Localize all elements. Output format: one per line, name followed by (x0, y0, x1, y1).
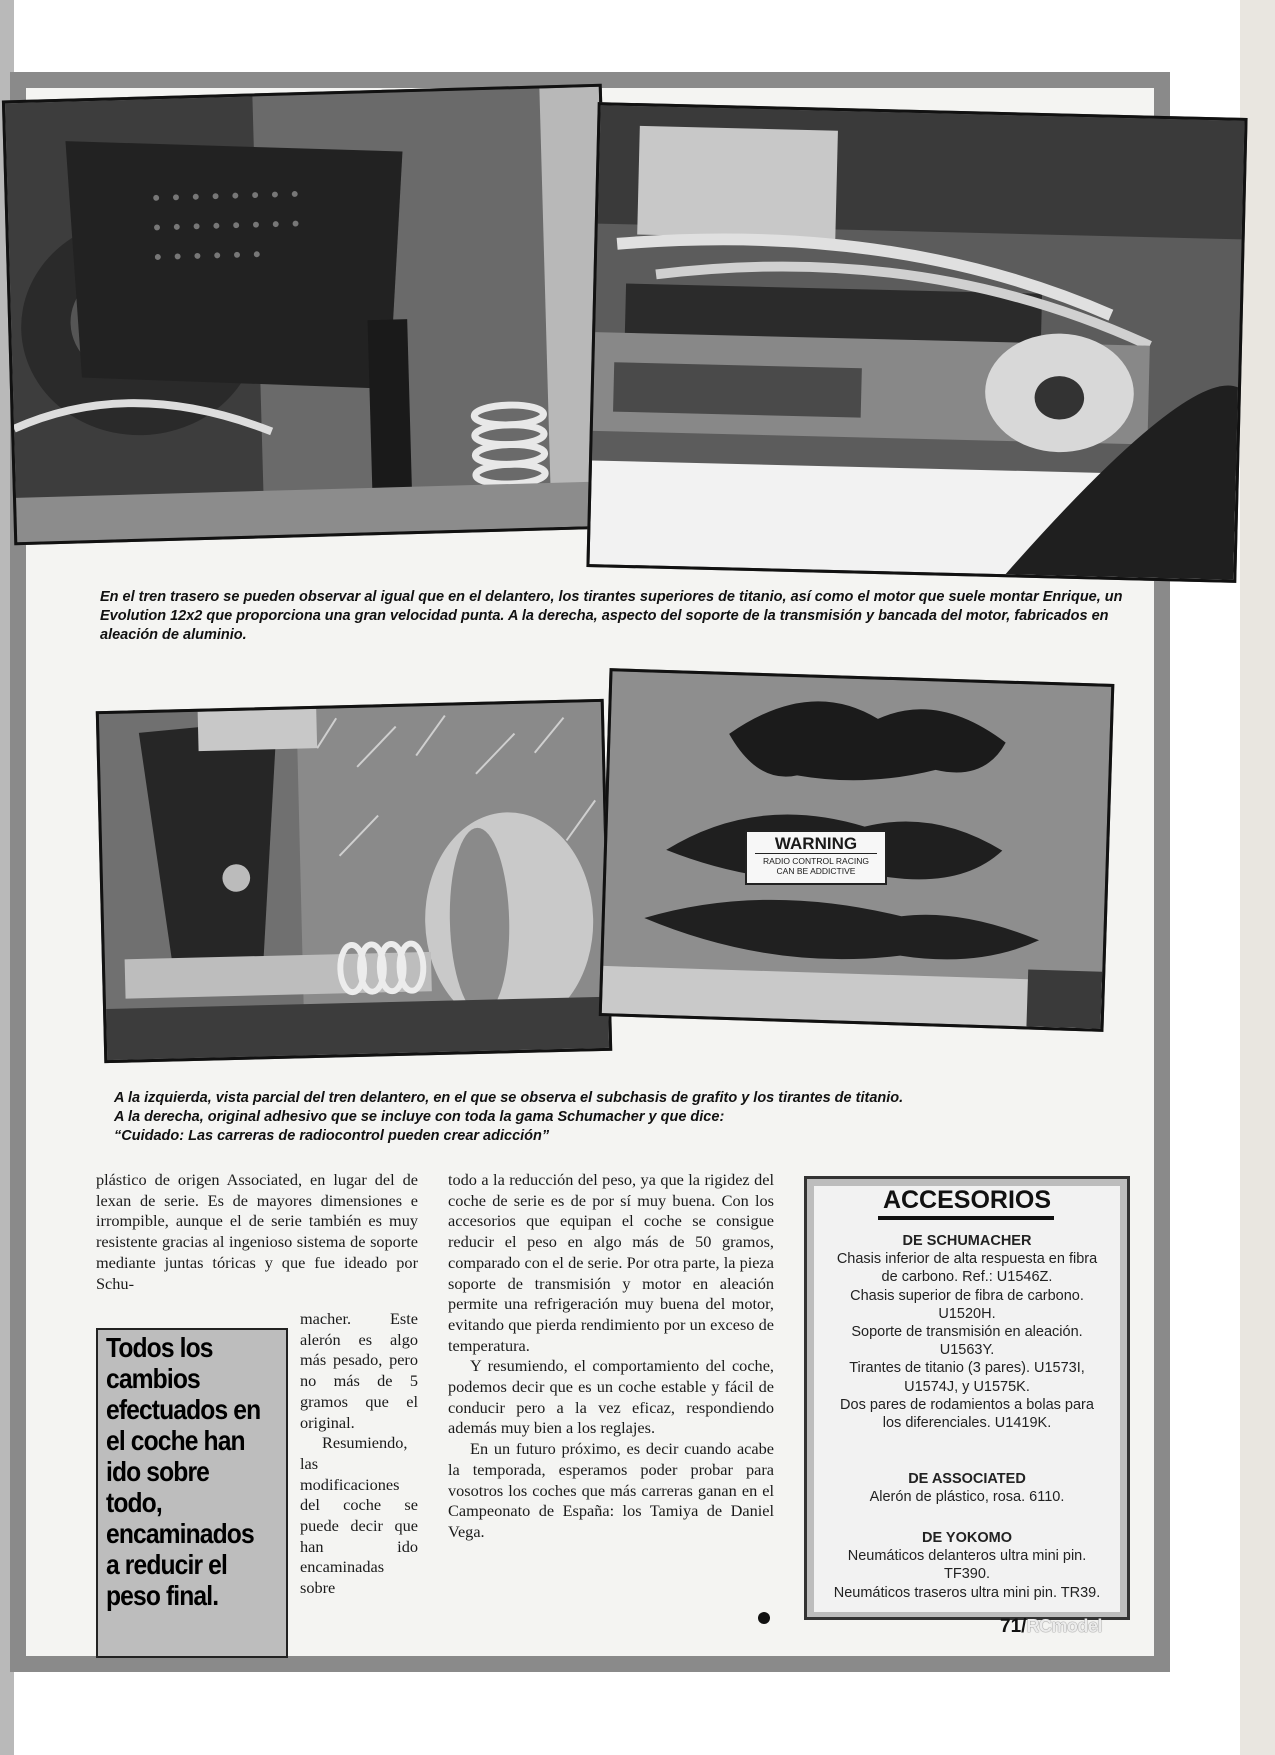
accesorios-heading: DE YOKOMO (922, 1530, 1012, 1546)
accesorios-section-schumacher (814, 1232, 1120, 1432)
accesorios-line: Chasis inferior de alta respuesta en fibra (836, 1251, 1098, 1268)
body-paragraph: En un futuro próximo, es decir cuando acabe la temporada, esperamos poder probar para vosotros los coches que más carreras ganan en el Campeonato de España: los Tamiya de Daniel Vega. (448, 1439, 774, 1541)
photo-front-subchassis (96, 699, 612, 1063)
page-footer (1000, 1616, 1102, 1638)
caption-bottom-line: A la izquierda, vista parcial del tren delantero, en el que se observa el subchasis de grafito y los tirantes de titanio. (114, 1090, 904, 1106)
accesorios-line: U1563Y. (939, 1342, 995, 1359)
accesorios-line: de carbono. Ref.: U1546Z. (881, 1269, 1053, 1286)
magazine-logo: RCmodel (1026, 1616, 1102, 1636)
column-1-bottom (300, 1309, 418, 1599)
accesorios-title: ACCESORIOS (882, 1186, 1052, 1214)
photo-rear-chassis (2, 84, 614, 546)
photo-motor-mount (586, 102, 1247, 583)
accesorios-line: Chasis superior de fibra de carbono. (850, 1287, 1084, 1304)
accesorios-line: Soporte de transmisión en aleación. (851, 1324, 1083, 1341)
column-1-top (96, 1170, 418, 1294)
page-edge-right (1240, 0, 1275, 1755)
body-paragraph: Resumiendo, las modificaciones del coche se puede decir que han ido encaminadas sobre (300, 1433, 418, 1598)
accesorios-title-rule (878, 1216, 1054, 1220)
accesorios-line: Alerón de plástico, rosa. 6110. (869, 1489, 1065, 1506)
warning-line-2: CAN BE ADDICTIVE (776, 866, 856, 876)
accesorios-line: U1520H. (938, 1305, 996, 1322)
body-paragraph: macher. Este alerón es algo más pesado, pero no más de 5 gramos que el original. (300, 1309, 418, 1432)
column-2 (448, 1170, 774, 1543)
accesorios-heading: DE ASSOCIATED (908, 1471, 1026, 1487)
caption-bottom-line: “Cuidado: Las carreras de radiocontrol pueden crear adicción” (114, 1128, 550, 1144)
caption-bottom (114, 1089, 1124, 1146)
end-bullet-icon (758, 1612, 770, 1624)
caption-bottom-line: A la derecha, original adhesivo que se incluye con toda la gama Schumacher y que dice: (114, 1109, 725, 1125)
warning-sticker (745, 830, 887, 885)
warning-title: WARNING (755, 834, 877, 854)
accesorios-line: TF390. (944, 1566, 990, 1583)
pullquote: Todos los cambios efectuados en el coche han ido sobre todo, encaminados a reducir el peso final. (106, 1332, 261, 1611)
body-paragraph: plástico de origen Associated, en lugar del de lexan de serie. Es de mayores dimensiones e irrompible, aunque el de serie también es muy resistente gracias al ingenioso sistema de soporte mediante juntas tóricas y que fue ideado por Schu- (96, 1170, 418, 1293)
accesorios-heading: DE SCHUMACHER (902, 1233, 1032, 1249)
accesorios-line: Neumáticos traseros ultra mini pin. TR39. (833, 1584, 1101, 1601)
accesorios-line: Tirantes de titanio (3 pares). U1573I, (849, 1360, 1085, 1377)
accesorios-section-associated (814, 1470, 1120, 1506)
caption-top: En el tren trasero se pueden observar al igual que en el delantero, los tirantes superiores de titanio, así como el motor que suele montar Enrique, un Evolution 12x2 que proporciona una gran velocidad punta. A la derecha, aspecto del soporte de la transmisión y bancada del motor, fabricados en aleación de aluminio. (100, 589, 1123, 643)
accesorios-line: los diferenciales. U1419K. (882, 1415, 1052, 1432)
warning-line-1: RADIO CONTROL RACING (763, 856, 869, 866)
body-paragraph: todo a la reducción del peso, ya que la rigidez del coche de serie es de por sí muy buena. Con los accesorios que equipan el coche se consigue reducir el peso en algo más de 50 gramos, comparado con el de serie. Por otra parte, la pieza soporte de transmisión y motor en aleación permite una refrigeración muy buena del motor, evitando que pierda rendimiento por un exceso de temperatura. (448, 1170, 774, 1355)
accesorios-line: U1574J, y U1575K. (904, 1378, 1030, 1395)
body-paragraph: Y resumiendo, el comportamiento del coche, podemos decir que es un coche estable y fácil de conducir pero a la vez eficaz, respondiendo además muy bien a los reglajes. (448, 1356, 774, 1438)
page-number: 71/ (1000, 1616, 1027, 1637)
accesorios-section-yokomo (814, 1529, 1120, 1602)
accesorios-line: Neumáticos delanteros ultra mini pin. (847, 1548, 1087, 1565)
accesorios-line: Dos pares de rodamientos a bolas para (840, 1396, 1094, 1413)
